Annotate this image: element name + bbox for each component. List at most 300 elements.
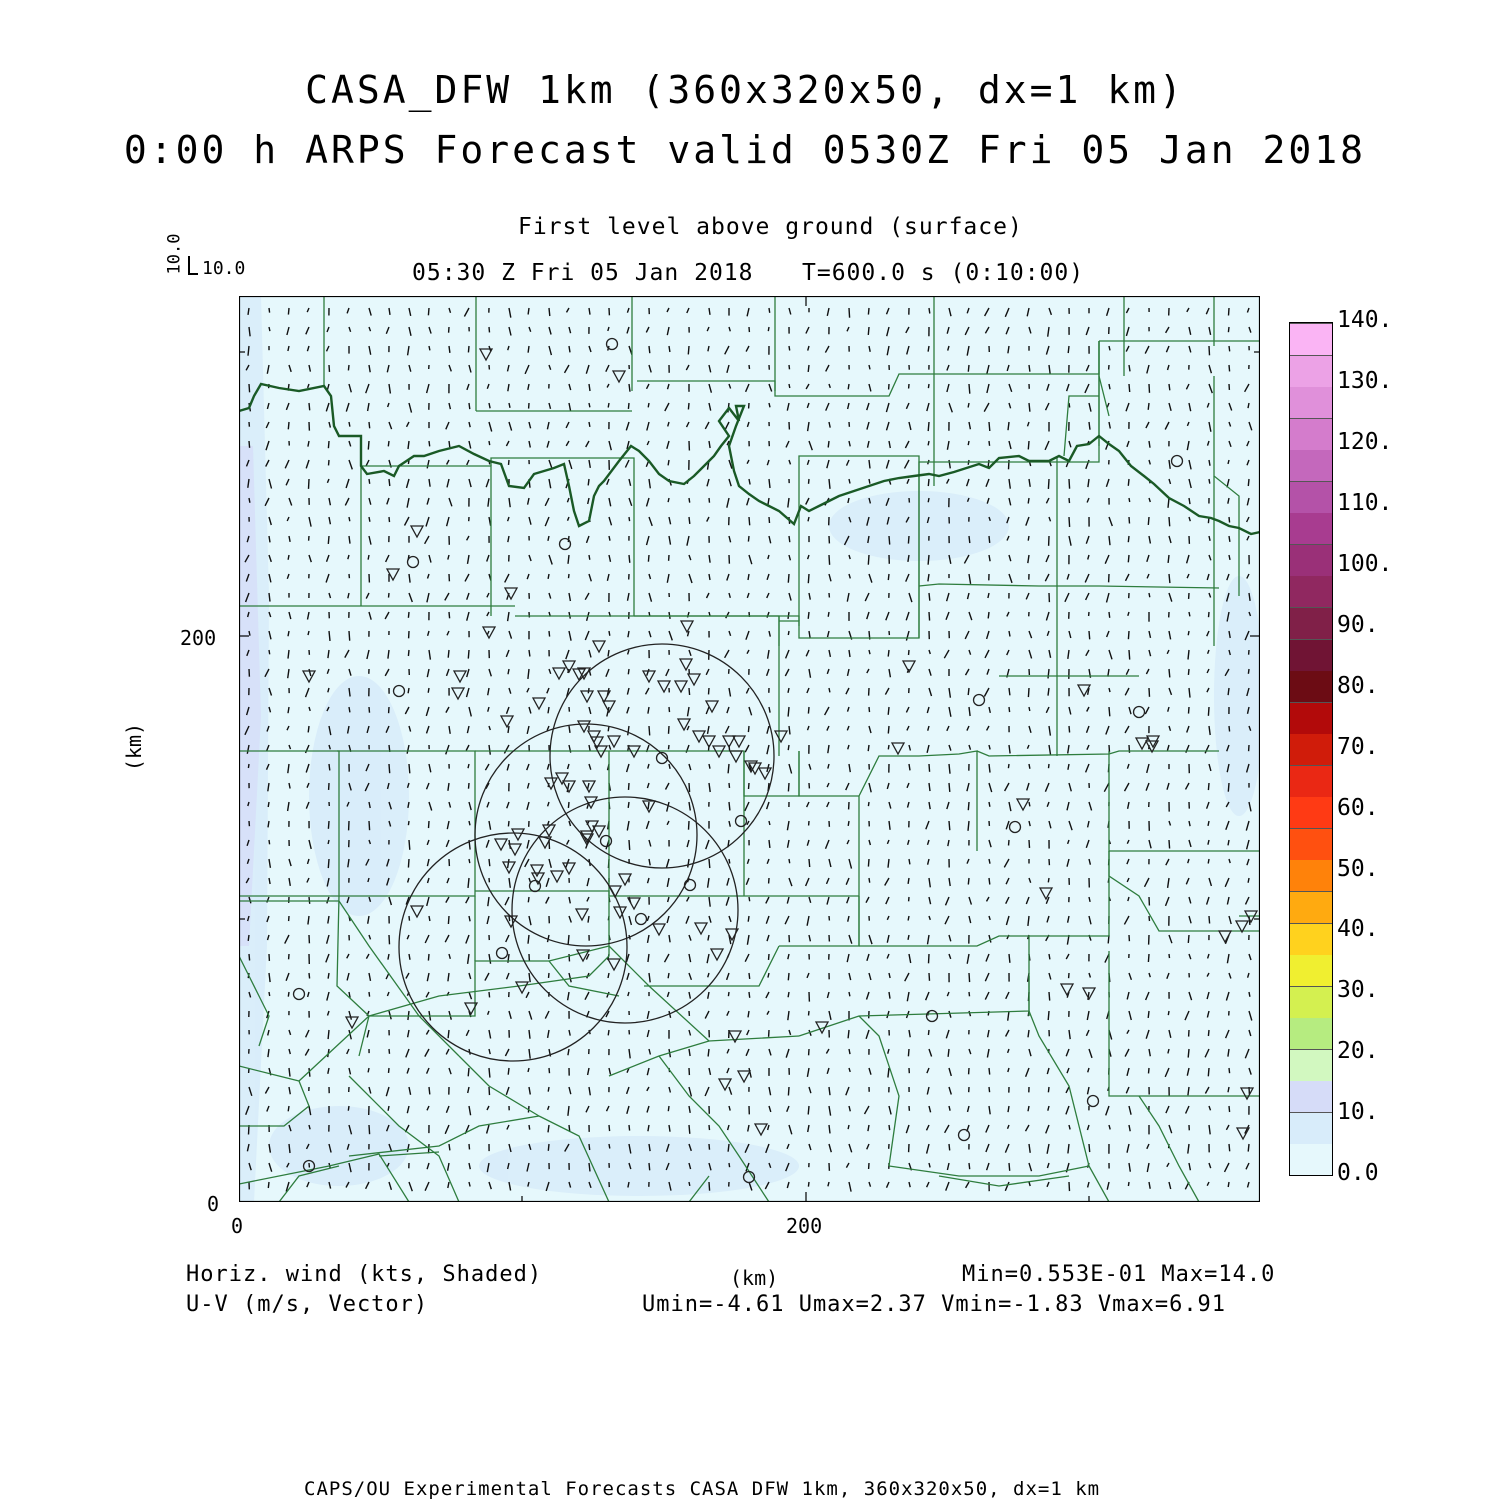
wind-vector — [1208, 783, 1209, 790]
wind-vector — [369, 821, 370, 830]
wind-vector — [969, 992, 970, 996]
wind-vector — [389, 593, 390, 598]
wind-vector — [468, 650, 469, 659]
wind-vector — [489, 992, 490, 997]
wind-vector — [489, 327, 490, 332]
wind-vector — [489, 1068, 490, 1078]
wind-vector — [849, 308, 850, 318]
vector-key-horizontal-value: 10.0 — [202, 258, 246, 279]
wind-vector — [928, 422, 929, 431]
wind-vector — [969, 1163, 970, 1169]
wind-vector — [789, 726, 790, 734]
valid-time-label: 05:30 Z Fri 05 Jan 2018 — [412, 260, 754, 286]
wind-vector — [449, 346, 450, 353]
wind-vector — [849, 650, 850, 657]
wind-vector — [709, 1182, 710, 1191]
wind-vector — [749, 897, 750, 901]
wind-vector — [1189, 707, 1190, 714]
wind-vector — [869, 650, 870, 654]
wind-vector — [369, 707, 370, 713]
wind-vector — [788, 1087, 789, 1096]
colorbar-swatch — [1290, 1049, 1332, 1081]
wind-vector — [508, 821, 509, 826]
colorbar-swatch — [1290, 1017, 1332, 1049]
wind-vector — [1109, 346, 1110, 350]
wind-vector — [269, 840, 270, 844]
wind-vector — [329, 764, 330, 770]
wind-vector — [1208, 707, 1209, 716]
wind-vector — [449, 441, 450, 447]
wind-vector — [1129, 650, 1130, 660]
wind-vector — [608, 650, 609, 657]
colorbar-label: 110. — [1337, 490, 1393, 517]
colorbar-label: 70. — [1337, 733, 1379, 760]
wind-vector — [848, 1125, 849, 1129]
wind-vector — [248, 346, 249, 356]
wind-vector — [509, 460, 510, 465]
wind-vector — [388, 441, 389, 446]
wind-vector — [349, 422, 350, 427]
wind-vector — [1029, 365, 1030, 372]
wind-vector — [709, 764, 710, 769]
colorbar-swatch — [1290, 702, 1332, 734]
wind-vector — [349, 536, 350, 544]
wind-vector — [1228, 327, 1229, 332]
wind-vector — [748, 574, 749, 580]
colorbar-swatch — [1290, 1080, 1332, 1112]
wind-vector — [309, 479, 310, 489]
wind-vector — [709, 498, 710, 503]
wind-vector — [1069, 517, 1070, 527]
wind-vector — [829, 479, 830, 489]
wind-vector — [489, 1087, 490, 1095]
wind-vector — [349, 631, 350, 641]
wind-vector — [1169, 954, 1170, 958]
wind-vector — [1188, 631, 1189, 635]
wind-vector — [989, 441, 990, 446]
colorbar — [1289, 322, 1333, 1176]
wind-vector — [249, 498, 250, 503]
wind-vector — [1148, 517, 1149, 525]
wind-vector — [688, 346, 689, 354]
wind-vector — [1248, 403, 1249, 408]
wind-vector — [608, 403, 609, 408]
wind-vector — [989, 536, 990, 543]
wind-vector — [1229, 308, 1230, 316]
wind-vector — [988, 612, 989, 618]
colorbar-label: 60. — [1337, 794, 1379, 821]
wind-vector — [448, 916, 449, 924]
wind-vector — [448, 650, 449, 658]
wind-vector — [929, 612, 930, 621]
wind-vector — [368, 1068, 369, 1072]
colorbar-swatch — [1290, 891, 1332, 923]
wind-vector — [288, 308, 289, 315]
wind-vector — [648, 555, 649, 562]
wind-vector — [1048, 669, 1049, 678]
wind-vector — [1028, 1030, 1029, 1037]
wind-vector — [1068, 346, 1069, 353]
wind-vector — [949, 783, 950, 792]
colorbar-swatch — [1290, 449, 1332, 481]
wind-vector — [469, 821, 470, 825]
colorbar-swatch — [1290, 607, 1332, 639]
wind-vector — [588, 479, 589, 485]
wind-vector — [1148, 1011, 1149, 1018]
wind-vector — [428, 954, 429, 961]
wind-vector — [549, 973, 550, 978]
wind-vector — [769, 954, 770, 960]
wind-vector — [368, 555, 369, 560]
wind-vector — [1229, 536, 1230, 542]
wind-vector — [1248, 669, 1249, 674]
wind-vector — [1109, 707, 1110, 716]
y-tick-0: 0 — [207, 1192, 220, 1216]
wind-vector — [1009, 954, 1010, 963]
title-line-1: CASA_DFW 1km (360x320x50, dx=1 km) — [305, 68, 1185, 112]
wind-vector — [669, 1125, 670, 1132]
colorbar-blocks — [1290, 323, 1332, 1175]
wind-vector — [468, 878, 469, 888]
wind-vector — [1189, 688, 1190, 698]
wind-vector — [909, 650, 910, 655]
wind-vector — [788, 745, 789, 750]
wind-vector — [1029, 764, 1030, 769]
wind-vector — [1229, 365, 1230, 371]
wind-vector — [388, 1106, 389, 1111]
wind-vector — [1048, 878, 1049, 882]
wind-vector — [468, 764, 469, 768]
wind-vector — [869, 365, 870, 369]
wind-vector — [788, 992, 789, 997]
wind-vector — [908, 1049, 909, 1056]
wind-vector — [928, 384, 929, 388]
wind-vector — [1169, 384, 1170, 390]
wind-vector — [889, 992, 890, 999]
wind-vector — [249, 631, 250, 636]
vector-key-arrow-base — [188, 273, 198, 275]
wind-vector — [688, 403, 689, 409]
wind-vector — [1129, 498, 1130, 502]
wind-vector — [1109, 688, 1110, 692]
wind-vector — [309, 403, 310, 410]
wind-vector — [589, 403, 590, 407]
wind-vector — [548, 707, 549, 713]
wind-vector — [929, 954, 930, 963]
wind-vector — [648, 403, 649, 407]
wind-vector — [649, 346, 650, 353]
wind-vector — [308, 726, 309, 732]
wind-vector — [749, 973, 750, 979]
wind-vector — [1229, 1106, 1230, 1112]
wind-vector — [548, 1087, 549, 1092]
wind-vector — [928, 479, 929, 486]
wind-vector — [289, 1068, 290, 1077]
wind-vector — [788, 707, 789, 717]
x-tick-200: 200 — [786, 1214, 823, 1238]
colorbar-label: 10. — [1337, 1099, 1379, 1126]
wind-vector — [528, 346, 529, 353]
wind-vector — [1089, 422, 1090, 430]
wind-vector — [1048, 1011, 1049, 1020]
wind-vector — [1168, 555, 1169, 563]
wind-vector — [1128, 479, 1129, 486]
wind-vector — [328, 973, 329, 979]
wind-vector — [868, 555, 869, 565]
wind-vector — [788, 631, 789, 635]
wind-vector — [969, 536, 970, 543]
wind-vector — [808, 1106, 809, 1115]
colorbar-swatch — [1290, 575, 1332, 607]
wind-vector — [968, 802, 969, 810]
wind-vector — [589, 384, 590, 391]
wind-vector — [1069, 403, 1070, 408]
wind-vector — [248, 308, 249, 315]
wind-vector — [269, 992, 270, 996]
wind-vector — [369, 479, 370, 484]
wind-vector — [929, 973, 930, 981]
wind-vector — [689, 821, 690, 830]
wind-vector — [329, 365, 330, 372]
wind-vector — [888, 745, 889, 749]
wind-vector — [1189, 498, 1190, 504]
wind-vector — [868, 327, 869, 335]
wind-vector — [1149, 593, 1150, 597]
wind-vector — [1188, 669, 1189, 675]
wind-vector — [1249, 992, 1250, 997]
wind-vector — [429, 916, 430, 921]
colorbar-swatch — [1290, 733, 1332, 765]
wind-vector — [989, 1068, 990, 1075]
wind-vector — [269, 650, 270, 654]
wind-vector — [1029, 403, 1030, 412]
vector-key-arrow-icon — [188, 256, 190, 274]
colorbar-swatch — [1290, 954, 1332, 986]
wind-vector — [709, 574, 710, 580]
wind-vector — [328, 859, 329, 868]
wind-vector — [788, 574, 789, 583]
wind-vector — [589, 308, 590, 315]
wind-vector — [268, 802, 269, 807]
wind-vector — [868, 745, 869, 751]
wind-vector — [689, 498, 690, 503]
wind-vector — [928, 555, 929, 565]
wind-vector — [449, 1144, 450, 1150]
wind-vector — [328, 821, 329, 829]
wind-vector — [989, 802, 990, 807]
wind-vector — [1028, 498, 1029, 504]
wind-vector — [428, 688, 429, 693]
wind-vector — [409, 764, 410, 773]
wind-vector — [288, 1106, 289, 1111]
colorbar-label: 20. — [1337, 1038, 1379, 1065]
wind-vector — [568, 935, 569, 945]
wind-vector — [549, 1068, 550, 1073]
wind-vector — [669, 346, 670, 352]
wind-vector — [508, 726, 509, 733]
wind-vector — [1028, 1106, 1029, 1111]
wind-vector — [669, 726, 670, 734]
wind-vector — [788, 973, 789, 980]
wind-vector — [1048, 479, 1049, 489]
wind-vector — [1009, 1163, 1010, 1171]
wind-vector — [789, 859, 790, 863]
wind-vector — [369, 517, 370, 522]
wind-vector — [1188, 1049, 1189, 1058]
colorbar-swatch — [1290, 355, 1332, 387]
wind-vector — [1169, 669, 1170, 677]
wind-vector — [749, 365, 750, 369]
wind-vector — [829, 688, 830, 692]
wind-vector — [568, 802, 569, 808]
wind-vector — [569, 346, 570, 352]
wind-vector — [989, 422, 990, 431]
colorbar-swatch — [1290, 828, 1332, 860]
wind-vector — [809, 859, 810, 867]
wind-vector — [828, 441, 829, 448]
wind-vector — [1048, 688, 1049, 696]
wind-vector — [1229, 555, 1230, 560]
wind-vector — [989, 878, 990, 885]
wind-vector — [268, 1182, 269, 1188]
wind-vector — [1029, 840, 1030, 848]
wind-vector — [988, 460, 989, 467]
wind-vector — [569, 574, 570, 578]
wind-vector — [1188, 935, 1189, 943]
wind-vector — [929, 764, 930, 772]
credit-line: CAPS/OU Experimental Forecasts CASA DFW 1km, 360x320x50, dx=1 km — [304, 1478, 1101, 1500]
wind-vector — [269, 308, 270, 313]
wind-vector — [929, 593, 930, 601]
wind-vector — [1008, 764, 1009, 768]
wind-vector — [489, 859, 490, 866]
colorbar-swatch — [1290, 323, 1332, 355]
wind-vector — [729, 783, 730, 788]
wind-vector — [929, 308, 930, 314]
wind-vector — [449, 612, 450, 618]
wind-vector — [1129, 365, 1130, 371]
wind-vector — [749, 783, 750, 789]
wind-vector — [529, 1030, 530, 1039]
field-label: Horiz. wind (kts, Shaded) — [186, 1262, 543, 1287]
wind-vector — [1189, 612, 1190, 616]
wind-vector — [269, 593, 270, 602]
wind-vector — [1069, 498, 1070, 503]
wind-vector — [749, 992, 750, 998]
wind-vector — [648, 802, 649, 809]
wind-vector — [668, 1106, 669, 1111]
wind-vector — [429, 441, 430, 446]
colorbar-label: 30. — [1337, 977, 1379, 1004]
wind-vector — [728, 764, 729, 773]
wind-vector — [1109, 536, 1110, 545]
wind-vector — [948, 1049, 949, 1057]
wind-vector — [728, 992, 729, 996]
wind-vector — [389, 308, 390, 315]
wind-vector — [489, 441, 490, 445]
wind-vector — [728, 1144, 729, 1152]
wind-vector — [1069, 479, 1070, 489]
wind-vector — [829, 1125, 830, 1133]
wind-vector — [408, 650, 409, 656]
wind-vector — [1028, 688, 1029, 697]
colorbar-swatch — [1290, 512, 1332, 544]
wind-vector — [408, 859, 409, 868]
wind-vector — [1208, 1068, 1209, 1076]
wind-vector — [369, 992, 370, 997]
colorbar-label: 140. — [1337, 307, 1393, 334]
wind-vector — [908, 536, 909, 544]
wind-vector — [1148, 403, 1149, 410]
wind-vector — [349, 517, 350, 521]
wind-vector — [748, 536, 749, 542]
wind-vector — [928, 498, 929, 502]
wind-vector — [328, 1030, 329, 1039]
wind-vector — [329, 460, 330, 465]
wind-map — [239, 296, 1260, 1202]
wind-vector — [1008, 422, 1009, 430]
wind-vector — [389, 1068, 390, 1073]
y-tick-200: 200 — [180, 626, 217, 650]
wind-vector — [709, 1144, 710, 1150]
wind-vector — [808, 365, 809, 372]
wind-vector — [288, 650, 289, 659]
wind-vector — [629, 384, 630, 392]
wind-vector — [1229, 517, 1230, 523]
colorbar-label: 120. — [1337, 429, 1393, 456]
wind-vector — [1129, 517, 1130, 524]
y-axis-label: (km) — [122, 722, 147, 772]
wind-vector — [1209, 346, 1210, 355]
wind-vector — [1248, 1144, 1249, 1152]
wind-vector — [1229, 1144, 1230, 1151]
wind-vector — [1149, 441, 1150, 448]
wind-vector — [1029, 707, 1030, 711]
colorbar-swatch — [1290, 639, 1332, 671]
wind-vector — [409, 840, 410, 850]
wind-vector — [748, 726, 749, 732]
wind-vector — [1228, 1182, 1229, 1187]
wind-vector — [808, 707, 809, 714]
wind-vector — [928, 346, 929, 352]
wind-vector — [888, 707, 889, 715]
wind-vector — [808, 517, 809, 521]
wind-vector — [888, 859, 889, 868]
wind-vector — [469, 859, 470, 863]
wind-vector — [528, 1068, 529, 1072]
wind-vector — [849, 992, 850, 996]
wind-vector — [868, 308, 869, 315]
wind-vector — [629, 555, 630, 563]
wind-vector — [889, 1125, 890, 1130]
wind-vector — [528, 308, 529, 315]
wind-vector — [668, 973, 669, 978]
wind-vector — [269, 327, 270, 331]
wind-vector — [468, 1068, 469, 1076]
wind-vector — [749, 517, 750, 525]
colorbar-swatch — [1290, 859, 1332, 891]
wind-vector — [549, 631, 550, 637]
colorbar-swatch — [1290, 986, 1332, 1018]
wind-vector — [789, 384, 790, 388]
wind-vector — [288, 631, 289, 636]
wind-vector — [869, 878, 870, 883]
wind-vector — [1128, 1182, 1129, 1186]
wind-vector — [409, 954, 410, 960]
wind-vector — [1148, 954, 1149, 962]
wind-vector — [389, 764, 390, 773]
vector-key-vertical-value: 10.0 — [164, 233, 185, 275]
